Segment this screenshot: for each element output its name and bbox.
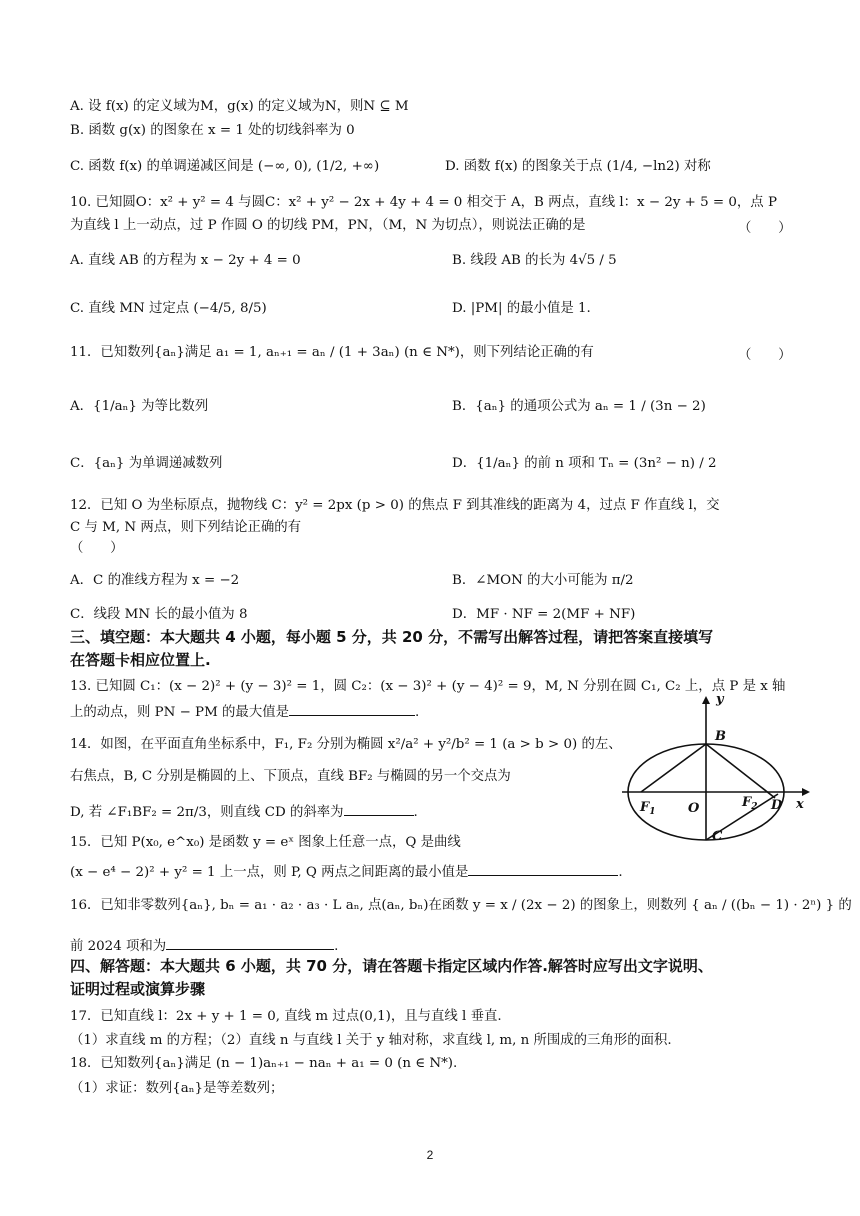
- q9-option-a: A. 设 f(x) 的定义域为M，g(x) 的定义域为N，则N ⊆ M: [70, 99, 409, 114]
- segment-b-d: [706, 744, 775, 798]
- section-3-heading-line2: 在答题卡相应位置上.: [70, 651, 211, 669]
- q17-stem-line1: 17．已知直线 l：2x + y + 1 = 0, 直线 m 过点(0,1)，且与直线 l 垂直.: [70, 1009, 502, 1024]
- q14-stem-line1: 14．如图，在平面直角坐标系中，F₁, F₂ 分别为椭圆 x²/a² + y²/b² = 1 (a > b > 0) 的左、: [70, 737, 622, 752]
- q10-option-b: B. 线段 AB 的长为 4√5 / 5: [452, 253, 617, 268]
- q11-option-a: A．{1/aₙ} 为等比数列: [70, 399, 209, 414]
- section-4-heading-line2: 证明过程或演算步骤: [70, 980, 206, 998]
- y-axis-arrow-icon: [702, 696, 710, 704]
- q12-stem-line2: C 与 M, N 两点，则下列结论正确的有: [70, 520, 302, 535]
- point-label-c: C: [712, 829, 723, 844]
- q18-stem-line1: 18．已知数列{aₙ}满足 (n − 1)aₙ₊₁ − naₙ + a₁ = 0 (n ∈ N*).: [70, 1056, 458, 1071]
- q10-stem-line2: 为直线 l 上一动点，过 P 作圆 O 的切线 PM，PN，（M，N 为切点），则说法正确的是: [70, 218, 586, 233]
- q13-stem-line2: 上的动点，则 PN − PM 的最大值是 .: [70, 701, 419, 722]
- q11-option-c: C．{aₙ} 为单调递减数列: [70, 456, 223, 471]
- q11-stem: 11．已知数列{aₙ}满足 a₁ = 1, aₙ₊₁ = aₙ / (1 + 3aₙ) (n ∈ N*)，则下列结论正确的有: [70, 345, 594, 360]
- segment-f1-b: [641, 744, 706, 792]
- q15-answer-blank[interactable]: [468, 861, 618, 876]
- q10-option-a: A. 直线 AB 的方程为 x − 2y + 4 = 0: [70, 253, 301, 268]
- q15-stem-line2: (x − e⁴ − 2)² + y² = 1 上一点，则 P, Q 两点之间距离的最小值是 .: [70, 861, 623, 882]
- section-4-heading-line1: 四、解答题：本大题共 6 小题，共 70 分，请在答题卡指定区域内作答.解答时应写出文字说明、: [70, 957, 713, 975]
- q10-option-c: C. 直线 MN 过定点 (−4/5, 8/5): [70, 301, 267, 316]
- q15-text: (x − e⁴ − 2)² + y² = 1 上一点，则 P, Q 两点之间距离的最小值是: [70, 865, 469, 880]
- ellipse-figure: [620, 690, 820, 850]
- q16-answer-blank[interactable]: [166, 935, 334, 950]
- point-label-o: O: [688, 801, 700, 816]
- point-label-d: D: [771, 798, 783, 813]
- q11-answer-paren: （ ）: [738, 348, 792, 363]
- q9-option-d: D. 函数 f(x) 的图象关于点 (1/4, −ln2) 对称: [445, 159, 711, 174]
- q16-text: 前 2024 项和为: [70, 939, 167, 954]
- q13-stem-line1: 13. 已知圆 C₁：(x − 2)² + (y − 3)² = 1，圆 C₂：(x − 3)² + (y − 4)² = 9，M, N 分别在圆 C₁, C₂ 上，点 P 是 x 轴: [70, 679, 786, 694]
- q14-stem-line2: 右焦点，B, C 分别是椭圆的上、下顶点，直线 BF₂ 与椭圆的另一个交点为: [70, 769, 511, 784]
- point-label-b: B: [715, 729, 726, 744]
- q11-option-d: D．{1/aₙ} 的前 n 项和 Tₙ = (3n² − n) / 2: [452, 456, 717, 471]
- q12-option-a: A．C 的准线方程为 x = −2: [70, 573, 240, 588]
- q11-option-b: B．{aₙ} 的通项公式为 aₙ = 1 / (3n − 2): [452, 399, 706, 414]
- q14-answer-blank[interactable]: [344, 801, 414, 816]
- q14-text: D, 若 ∠F₁BF₂ = 2π/3，则直线 CD 的斜率为: [70, 805, 344, 820]
- section-3-heading-line1: 三、填空题：本大题共 4 小题，每小题 5 分，共 20 分，不需写出解答过程，请把答案直接填写: [70, 628, 714, 646]
- q18-stem-line2: （1）求证：数列{aₙ}是等差数列；: [70, 1081, 284, 1096]
- q9-option-b: B. 函数 g(x) 的图象在 x = 1 处的切线斜率为 0: [70, 123, 355, 138]
- q13-answer-blank[interactable]: [289, 701, 415, 716]
- q13-text: 上的动点，则 PN − PM 的最大值是: [70, 705, 289, 720]
- q12-option-c: C．线段 MN 长的最小值为 8: [70, 607, 248, 622]
- point-label-f2: $F_2$: [742, 795, 758, 812]
- x-axis-arrow-icon: [802, 788, 810, 796]
- q12-option-d: D．MF · NF = 2(MF + NF): [452, 607, 636, 622]
- q10-stem-line1: 10. 已知圆O：x² + y² = 4 与圆C：x² + y² − 2x + 4y + 4 = 0 相交于 A，B 两点，直线 l：x − 2y + 5 = 0，点 P: [70, 195, 777, 210]
- page-number: 2: [426, 1148, 434, 1162]
- q16-stem-line1: 16．已知非零数列{aₙ}, bₙ = a₁ · a₂ · a₃ · L aₙ, 点(aₙ, bₙ)在函数 y = x / (2x − 2) 的图象上，则数列 { aₙ / ((bₙ − 1) · 2ⁿ) } 的: [70, 898, 852, 913]
- q12-stem-line1: 12．已知 O 为坐标原点，抛物线 C：y² = 2px (p > 0) 的焦点 F 到其准线的距离为 4，过点 F 作直线 l，交: [70, 498, 720, 513]
- axis-label-y: y: [716, 692, 724, 707]
- q9-option-c: C. 函数 f(x) 的单调递减区间是 (−∞, 0), (1/2, +∞): [70, 159, 380, 174]
- q16-stem-line2: 前 2024 项和为 .: [70, 935, 338, 956]
- q10-answer-paren: （ ）: [738, 221, 792, 236]
- point-label-f1: $F_1$: [640, 800, 656, 817]
- axis-label-x: x: [796, 797, 804, 812]
- q12-option-b: B．∠MON 的大小可能为 π/2: [452, 573, 634, 588]
- q12-answer-paren: （ ）: [70, 541, 124, 556]
- q15-stem-line1: 15．已知 P(x₀, e^x₀) 是函数 y = eˣ 图象上任意一点，Q 是曲线: [70, 835, 461, 850]
- q14-stem-line3: D, 若 ∠F₁BF₂ = 2π/3，则直线 CD 的斜率为 .: [70, 801, 418, 822]
- q10-option-d: D. |PM| 的最小值是 1.: [452, 301, 591, 316]
- q17-stem-line2: （1）求直线 m 的方程；（2）直线 n 与直线 l 关于 y 轴对称，求直线 l, m, n 所围成的三角形的面积.: [70, 1033, 672, 1048]
